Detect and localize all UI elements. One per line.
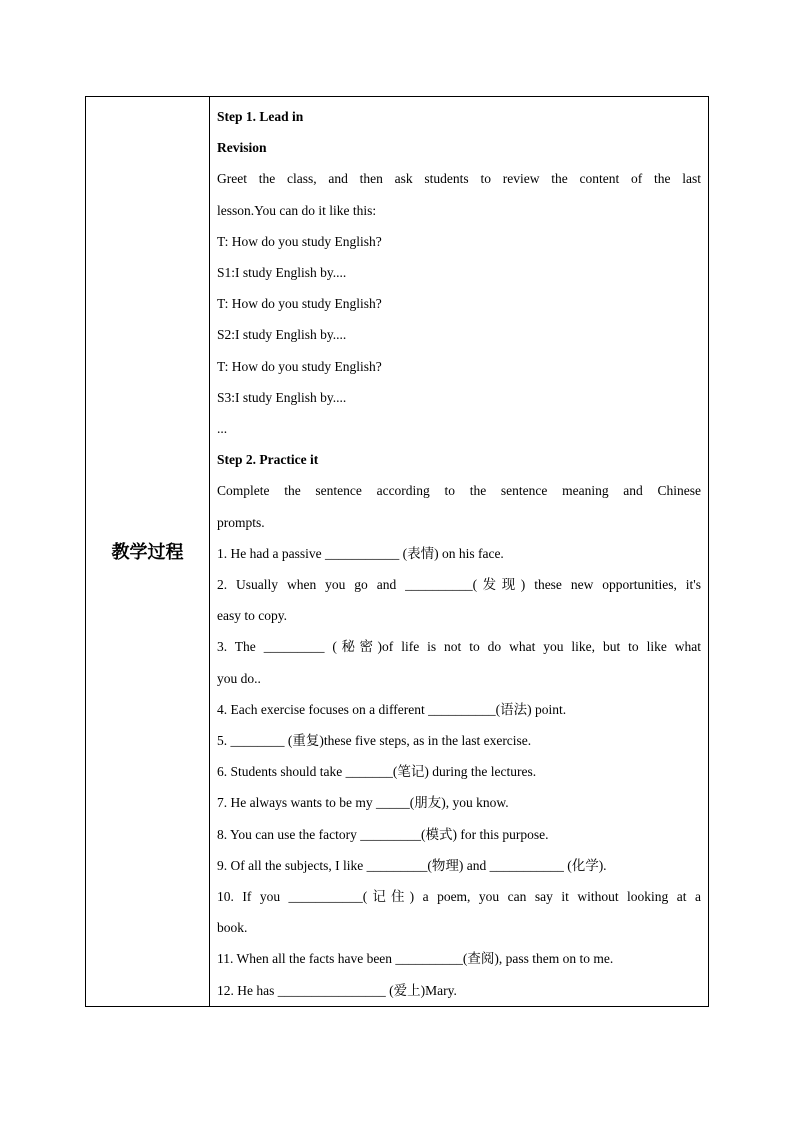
- content-line: book.: [217, 920, 248, 936]
- content-line: S2:I study English by....: [217, 327, 347, 343]
- section-heading: Revision: [217, 140, 267, 156]
- content-line: prompts.: [217, 514, 265, 530]
- content-line: 11. When all the facts have been __________(查阅), pass them on to me.: [217, 951, 614, 967]
- teaching-process-row: [86, 97, 709, 1007]
- content-line: ...: [217, 421, 228, 437]
- content-line: 5. ________ (重复)these five steps, as in the last exercise.: [217, 733, 532, 748]
- content-line: Greet the class, and then ask students to review the content of the last: [217, 171, 701, 187]
- content-line: 9. Of all the subjects, I like _________(物理) and ___________ (化学).: [217, 857, 607, 873]
- content-line: 6. Students should take _______(笔记) during the lectures.: [217, 764, 537, 780]
- content-line: T: How do you study English?: [217, 296, 382, 312]
- section-heading: Step 1. Lead in: [217, 109, 304, 124]
- content-line: S3:I study English by....: [217, 389, 347, 405]
- content-line: 2. Usually when you go and __________(发现) these new opportunities, it's: [217, 577, 701, 593]
- content-line: 10. If you ___________(记住) a poem, you can say it without looking at a: [217, 889, 701, 905]
- content-line: T: How do you study English?: [217, 233, 382, 249]
- content-line: lesson.You can do it like this:: [217, 202, 377, 218]
- content-line: you do..: [217, 670, 261, 686]
- content-line: 3. The _________ (秘密)of life is not to do what you like, but to like what: [217, 639, 701, 655]
- content-line: 8. You can use the factory _________(模式) for this purpose.: [217, 826, 549, 842]
- content-line: Complete the sentence according to the sentence meaning and Chinese: [217, 483, 701, 499]
- section-content: [210, 97, 709, 1007]
- content-line: easy to copy.: [217, 608, 287, 624]
- lesson-plan-table: [85, 96, 709, 1007]
- content-line: S1:I study English by....: [217, 265, 347, 280]
- content-line: 1. He had a passive ___________ (表情) on his face.: [217, 545, 504, 561]
- section-label: 教学过程: [86, 97, 210, 1007]
- content-line: 7. He always wants to be my _____(朋友), you know.: [217, 795, 509, 811]
- content-line: 12. He has ________________ (爱上)Mary.: [217, 982, 457, 998]
- content-line: 4. Each exercise focuses on a different __________(语法) point.: [217, 701, 567, 717]
- content-line: T: How do you study English?: [217, 358, 382, 374]
- section-heading: Step 2. Practice it: [217, 452, 319, 468]
